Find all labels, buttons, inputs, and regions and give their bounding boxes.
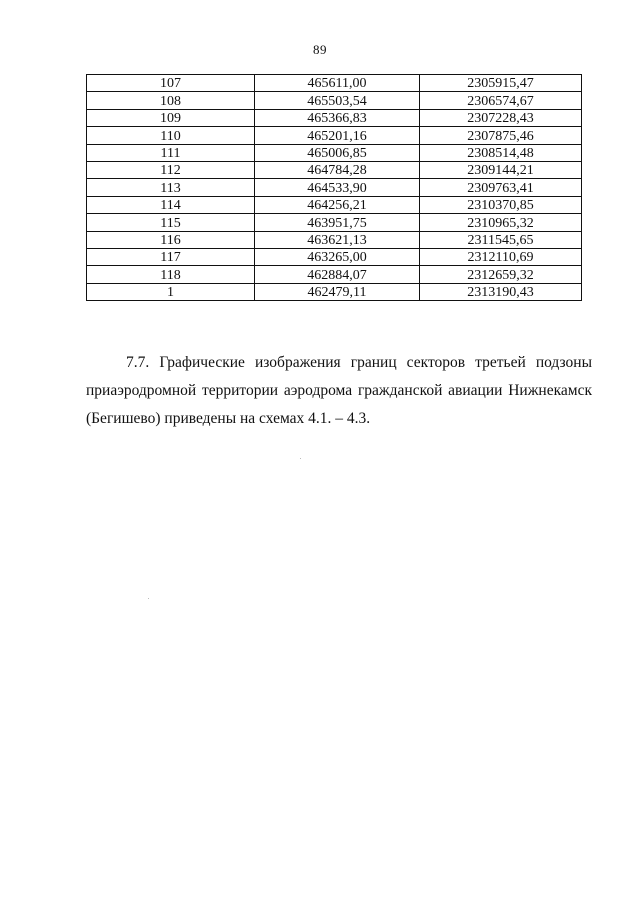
table-row	[87, 161, 582, 178]
section-paragraph: 7.7. Графические изображения границ секторов третьей подзоны приаэродромной территории аэродрома гражданской авиации Нижнекамск (Бегишево) приведены на схемах 4.1. – 4.3.	[86, 353, 592, 427]
table-row	[87, 144, 582, 161]
y-coordinate-cell: 2309144,21	[420, 161, 582, 178]
point-number-cell: 108	[87, 92, 255, 109]
table-row	[87, 266, 582, 283]
y-coordinate-cell: 2308514,48	[420, 144, 582, 161]
table-row	[87, 92, 582, 109]
table-row	[87, 127, 582, 144]
y-coordinate-cell: 2312659,32	[420, 266, 582, 283]
point-number-cell: 110	[87, 127, 255, 144]
point-number-cell: 107	[87, 75, 255, 92]
x-coordinate-cell: 465503,54	[255, 92, 420, 109]
x-coordinate-cell: 465006,85	[255, 144, 420, 161]
table-row	[87, 283, 582, 300]
x-coordinate-cell: 463265,00	[255, 248, 420, 265]
y-coordinate-cell: 2310965,32	[420, 214, 582, 231]
scan-speck	[300, 458, 301, 459]
point-number-cell: 118	[87, 266, 255, 283]
x-coordinate-cell: 462884,07	[255, 266, 420, 283]
table-row	[87, 214, 582, 231]
x-coordinate-cell: 462479,11	[255, 283, 420, 300]
y-coordinate-cell: 2312110,69	[420, 248, 582, 265]
x-coordinate-cell: 464256,21	[255, 196, 420, 213]
table-row	[87, 231, 582, 248]
point-number-cell: 114	[87, 196, 255, 213]
point-number-cell: 111	[87, 144, 255, 161]
point-number-cell: 112	[87, 161, 255, 178]
x-coordinate-cell: 465201,16	[255, 127, 420, 144]
x-coordinate-cell: 463621,13	[255, 231, 420, 248]
table-row	[87, 179, 582, 196]
table-row	[87, 196, 582, 213]
y-coordinate-cell: 2309763,41	[420, 179, 582, 196]
point-number-cell: 116	[87, 231, 255, 248]
table-row	[87, 109, 582, 126]
y-coordinate-cell: 2307875,46	[420, 127, 582, 144]
table-row	[87, 248, 582, 265]
point-number-cell: 115	[87, 214, 255, 231]
x-coordinate-cell: 464533,90	[255, 179, 420, 196]
point-number-cell: 109	[87, 109, 255, 126]
x-coordinate-cell: 465366,83	[255, 109, 420, 126]
scan-speck	[148, 598, 149, 599]
table-row	[87, 75, 582, 92]
page-number: 89	[313, 42, 327, 57]
y-coordinate-cell: 2313190,43	[420, 283, 582, 300]
y-coordinate-cell: 2306574,67	[420, 92, 582, 109]
y-coordinate-cell: 2307228,43	[420, 109, 582, 126]
point-number-cell: 1	[87, 283, 255, 300]
x-coordinate-cell: 463951,75	[255, 214, 420, 231]
point-number-cell: 117	[87, 248, 255, 265]
y-coordinate-cell: 2305915,47	[420, 75, 582, 92]
point-number-cell: 113	[87, 179, 255, 196]
y-coordinate-cell: 2310370,85	[420, 196, 582, 213]
x-coordinate-cell: 464784,28	[255, 161, 420, 178]
coordinates-table-body	[87, 75, 582, 301]
coordinates-table	[86, 74, 582, 301]
x-coordinate-cell: 465611,00	[255, 75, 420, 92]
y-coordinate-cell: 2311545,65	[420, 231, 582, 248]
